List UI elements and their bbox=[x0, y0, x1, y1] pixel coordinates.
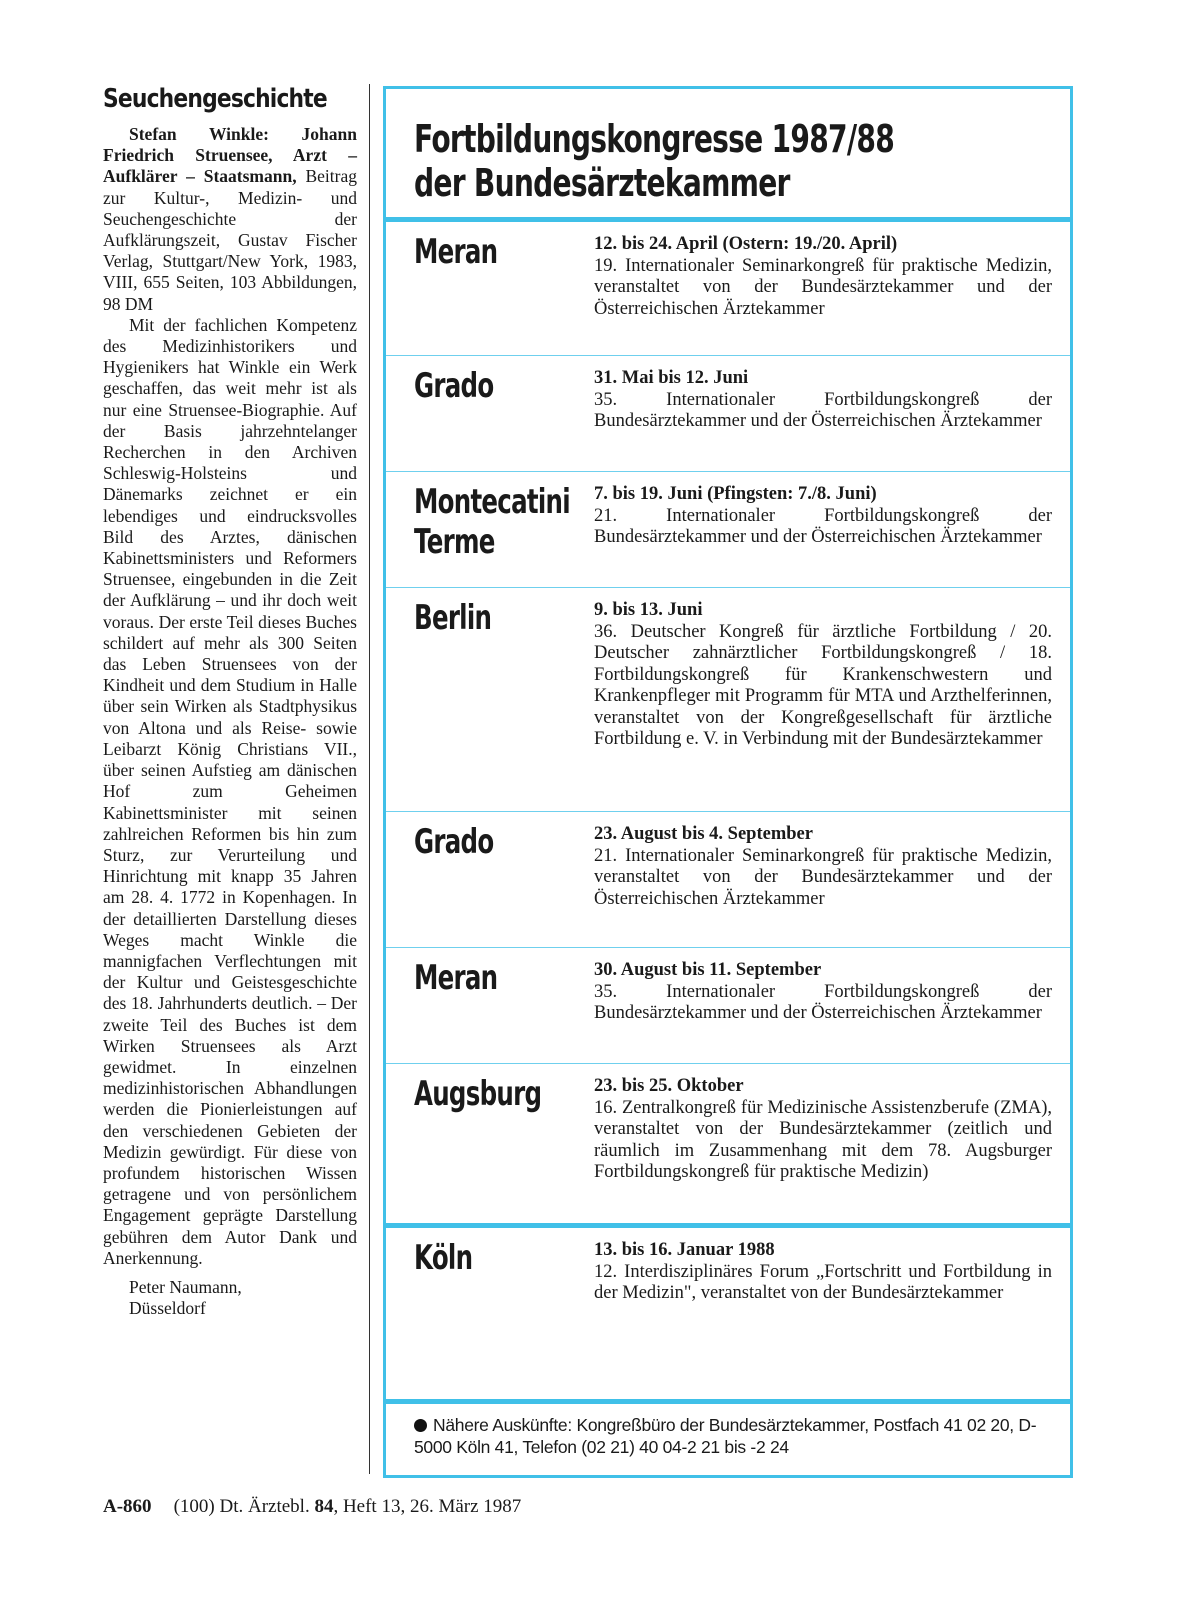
event-date: 31. Mai bis 12. Juni bbox=[594, 368, 749, 388]
event-description: 35. Internationaler Fortbildungskongreß der Bundesärztekammer und der Österreichischen Ärztekammer bbox=[594, 981, 1052, 1023]
event-description: 21. Internationaler Fortbildungskongreß der Bundesärztekammer und der Österreichischen Ärztekammer bbox=[594, 505, 1052, 547]
issue-suffix: , Heft 13, 26. März 1987 bbox=[333, 1496, 522, 1517]
citation-details: Beitrag zur Kultur-, Medizin- und Seuchengeschichte der Aufklärungszeit, Gustav Fischer Verlag, Stuttgart/New York, 1983, VIII, 655 Seiten, 103 Abbildungen, 98 DM bbox=[103, 166, 357, 314]
box-title-line1: Fortbildungskongresse 1987/88 bbox=[414, 117, 895, 161]
congress-box bbox=[383, 86, 1073, 1478]
box-title-line2: der Bundesärztekammer bbox=[414, 161, 790, 205]
volume-number: 84 bbox=[314, 1496, 334, 1517]
event-date: 23. August bis 4. September bbox=[594, 824, 813, 844]
footer-info-text: Nähere Auskünfte: Kongreßbüro der Bundesärztekammer, Postfach 41 02 20, D-5000 Köln 41, Telefon (02 21) 40 04-2 21 bis -2 24 bbox=[414, 1415, 1037, 1457]
event-date: 9. bis 13. Juni bbox=[594, 600, 703, 620]
event-city bbox=[414, 482, 570, 562]
event-row bbox=[386, 811, 1070, 947]
event-details bbox=[594, 600, 1052, 751]
event-date: 7. bis 19. Juni (Pfingsten: 7./8. Juni) bbox=[594, 484, 877, 504]
review-signature bbox=[103, 1277, 357, 1319]
review-citation bbox=[103, 124, 357, 315]
event-city-line2: Terme bbox=[414, 522, 495, 562]
page-footer bbox=[103, 1496, 521, 1518]
review-author: Peter Naumann, bbox=[129, 1276, 242, 1297]
event-row bbox=[386, 1223, 1070, 1403]
event-description: 16. Zentralkongreß für Medizinische Assistenzberufe (ZMA), veranstaltet von der Bundesärztekammer (zeitlich und räumlich im Zusammenhang mit dem 78. Augsburger Fortbildungskongreß für praktische Medizin) bbox=[594, 1097, 1052, 1182]
event-row bbox=[386, 947, 1070, 1063]
bullet-icon bbox=[414, 1419, 427, 1432]
event-row bbox=[386, 355, 1070, 471]
issue-prefix: (100) Dt. Ärztebl. bbox=[173, 1496, 310, 1517]
event-description: 19. Internationaler Seminarkongreß für praktische Medizin, veranstaltet von der Bundesärztekammer und der Österreichischen Ärztekammer bbox=[594, 255, 1052, 319]
event-details bbox=[594, 368, 1052, 433]
event-details bbox=[594, 960, 1052, 1025]
event-city: Meran bbox=[414, 958, 498, 998]
review-text bbox=[103, 124, 357, 1269]
review-author-city: Düsseldorf bbox=[129, 1298, 206, 1319]
event-row bbox=[386, 587, 1070, 811]
event-details bbox=[594, 484, 1052, 549]
column-divider bbox=[369, 84, 370, 1474]
box-title bbox=[414, 117, 894, 205]
event-details bbox=[594, 234, 1052, 320]
event-row bbox=[386, 1063, 1070, 1223]
event-city: Augsburg bbox=[414, 1074, 542, 1114]
book-review bbox=[103, 84, 357, 1319]
event-description: 21. Internationaler Seminarkongreß für praktische Medizin, veranstaltet von der Bundesärztekammer und der Österreichischen Ärztekammer bbox=[594, 845, 1052, 909]
event-description: 12. Interdisziplinäres Forum „Fortschritt und Fortbildung in der Medizin", veranstaltet von der Bundesärztekammer bbox=[594, 1261, 1052, 1303]
event-row bbox=[386, 222, 1070, 355]
event-city: Grado bbox=[414, 366, 494, 406]
box-header bbox=[386, 89, 1070, 222]
box-footer bbox=[386, 1399, 1070, 1475]
section-heading: Seuchengeschichte bbox=[103, 84, 327, 114]
event-row bbox=[386, 471, 1070, 587]
event-date: 30. August bis 11. September bbox=[594, 960, 822, 980]
event-description: 36. Deutscher Kongreß für ärztliche Fortbildung / 20. Deutscher zahnärztlicher Fortbildungskongreß / 18. Fortbildungskongreß für Krankenschwestern und Krankenpfleger mit Programm für MTA und Arzthelferinnen, veranstaltet von der Kongreßgesellschaft für ärztliche Fortbildung e. V. in Verbindung mit der Bundesärztekammer bbox=[594, 621, 1052, 749]
citation-author-title: Stefan Winkle: Johann Friedrich Struensee, Arzt – Aufklärer – Staatsmann, bbox=[103, 124, 357, 187]
review-body: Mit der fachlichen Kompetenz des Medizinhistorikers und Hygienikers hat Winkle ein Werk geschaffen, das weit mehr ist als nur eine Struensee-Biographie. Auf der Basis jahrzehntelanger Recherchen in den Archiven Schleswig-Holsteins und Dänemarks zeichnet er ein lebendiges und eindrucksvolles Bild des Arztes, dänischen Kabinettsministers und Reformers Struensee, eingebunden in die Zeit der Aufklärung – und ihr doch weit voraus. Der erste Teil dieses Buches schildert auf mehr als 300 Seiten das Leben Struensees von der Kindheit und dem Studium in Halle über sein Wirken als Stadtphysikus von Altona und als Reise- sowie Leibarzt König Christians VII., über seinen Aufstieg am dänischen Hof zum Geheimen Kabinettsminister mit seinen zahlreichen Reformen bis hin zum Sturz, zur Verurteilung und Hinrichtung mit knapp 35 Jahren am 28. 4. 1772 in Kopenhagen. In der detaillierten Darstellung dieses Weges macht Winkle die mannigfachen Verflechtungen mit der Kultur und Geistesgeschichte des 18. Jahrhunderts deutlich. – Der zweite Teil des Buches ist dem Wirken Struensees als Arzt gewidmet. In einzelnen medizinhistorischen Abhandlungen werden die Pionierleistungen auf den verschiedenen Gebieten der Medizin gewürdigt. Für diese von profundem historischen Wissen getragene und von persönlichem Engagement geprägte Darstellung gebühren dem Autor Dank und Anerkennung. bbox=[103, 314, 357, 1268]
event-city-line1: Montecatini bbox=[414, 482, 570, 522]
page-number: A-860 bbox=[103, 1496, 152, 1517]
event-date: 13. bis 16. Januar 1988 bbox=[594, 1240, 775, 1260]
event-date: 23. bis 25. Oktober bbox=[594, 1076, 744, 1096]
event-details bbox=[594, 1240, 1052, 1305]
event-city: Grado bbox=[414, 822, 494, 862]
event-details bbox=[594, 824, 1052, 910]
footer-info bbox=[414, 1414, 1054, 1458]
event-city: Berlin bbox=[414, 598, 492, 638]
event-date: 12. bis 24. April (Ostern: 19./20. April) bbox=[594, 234, 898, 254]
event-city: Köln bbox=[414, 1238, 473, 1278]
event-city: Meran bbox=[414, 232, 498, 272]
event-details bbox=[594, 1076, 1052, 1184]
event-description: 35. Internationaler Fortbildungskongreß der Bundesärztekammer und der Österreichischen Ärztekammer bbox=[594, 389, 1052, 431]
